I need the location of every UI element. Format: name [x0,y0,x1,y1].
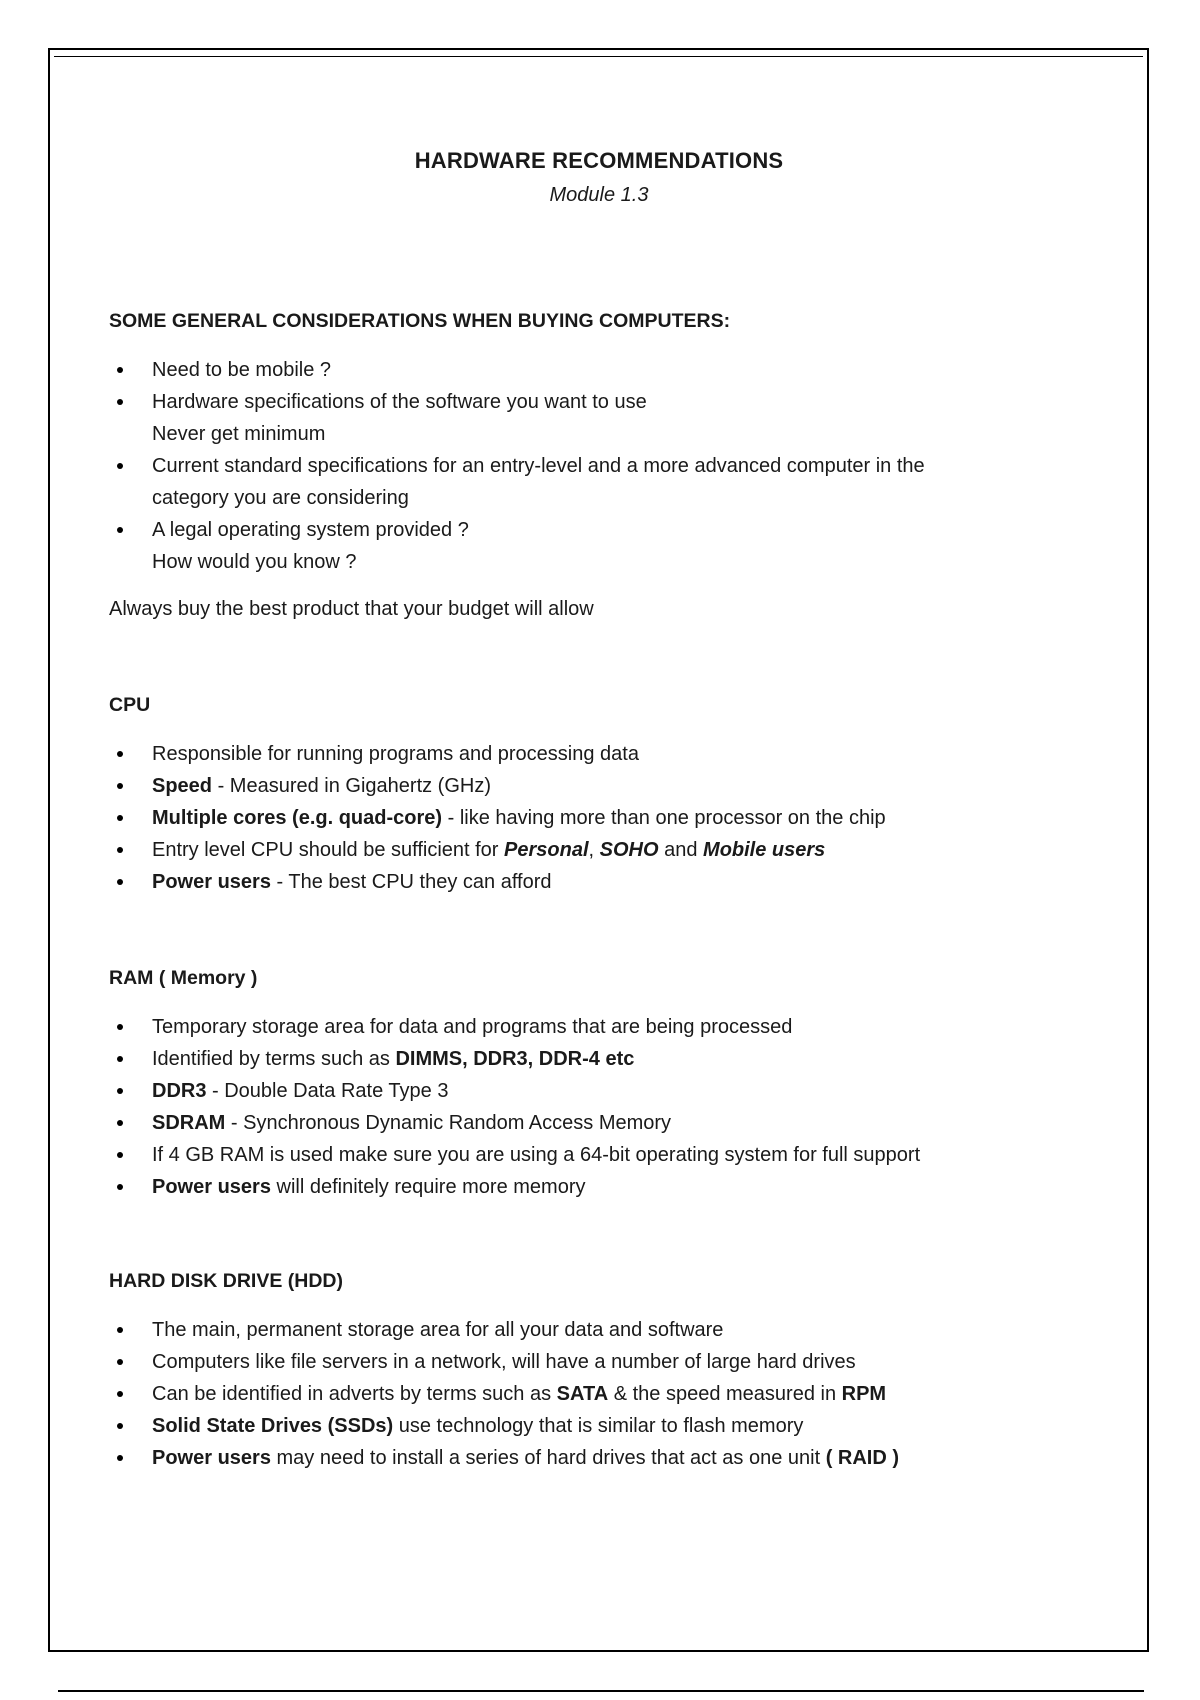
list-item: Responsible for running programs and processing data [109,738,1069,770]
list-item: Entry level CPU should be sufficient for Personal, SOHO and Mobile users [109,834,1069,866]
list-item: A legal operating system provided ? [109,514,1069,546]
hdd-list [109,1314,1069,1474]
section-heading-hdd: HARD DISK DRIVE (HDD) [109,1270,343,1292]
section-heading-cpu: CPU [109,694,151,716]
list-item: The main, permanent storage area for all your data and software [109,1314,1069,1346]
page-border-inner-rule [54,56,1143,57]
ram-list [109,1011,1069,1203]
list-item: DDR3 - Double Data Rate Type 3 [109,1075,1069,1107]
list-item: Identified by terms such as DIMMS, DDR3, DDR-4 etc [109,1043,1069,1075]
list-item: Power users may need to install a series of hard drives that act as one unit ( RAID ) [109,1442,1069,1474]
list-item: Hardware specifications of the software you want to use [109,386,1069,418]
list-item: Power users will definitely require more memory [109,1171,1069,1203]
list-item: Temporary storage area for data and programs that are being processed [109,1011,1069,1043]
section-heading-ram: RAM ( Memory ) [109,967,258,989]
list-item-continuation: category you are considering [152,487,409,509]
cpu-list [109,738,1069,898]
list-item-continuation: How would you know ? [152,551,357,573]
list-item: Can be identified in adverts by terms such as SATA & the speed measured in RPM [109,1378,1069,1410]
list-item: Power users - The best CPU they can afford [109,866,1069,898]
footer-rule [58,1690,1144,1692]
list-item: Speed - Measured in Gigahertz (GHz) [109,770,1069,802]
list-item: Need to be mobile ? [109,354,1069,386]
list-item: If 4 GB RAM is used make sure you are using a 64-bit operating system for full support [109,1139,1069,1171]
list-item-continuation: Never get minimum [152,423,326,445]
closing-statement: Always buy the best product that your budget will allow [109,598,594,620]
list-item: SDRAM - Synchronous Dynamic Random Access Memory [109,1107,1069,1139]
list-item: Computers like file servers in a network, will have a number of large hard drives [109,1346,1069,1378]
list-item: Current standard specifications for an entry-level and a more advanced computer in the [109,450,1069,482]
document-title: HARDWARE RECOMMENDATIONS [414,148,784,173]
section-heading-general: SOME GENERAL CONSIDERATIONS WHEN BUYING COMPUTERS: [109,310,731,332]
document-subtitle: Module 1.3 [549,184,649,206]
list-item: Multiple cores (e.g. quad-core) - like having more than one processor on the chip [109,802,1069,834]
general-considerations-list [109,354,1069,578]
list-item: Solid State Drives (SSDs) use technology that is similar to flash memory [109,1410,1069,1442]
